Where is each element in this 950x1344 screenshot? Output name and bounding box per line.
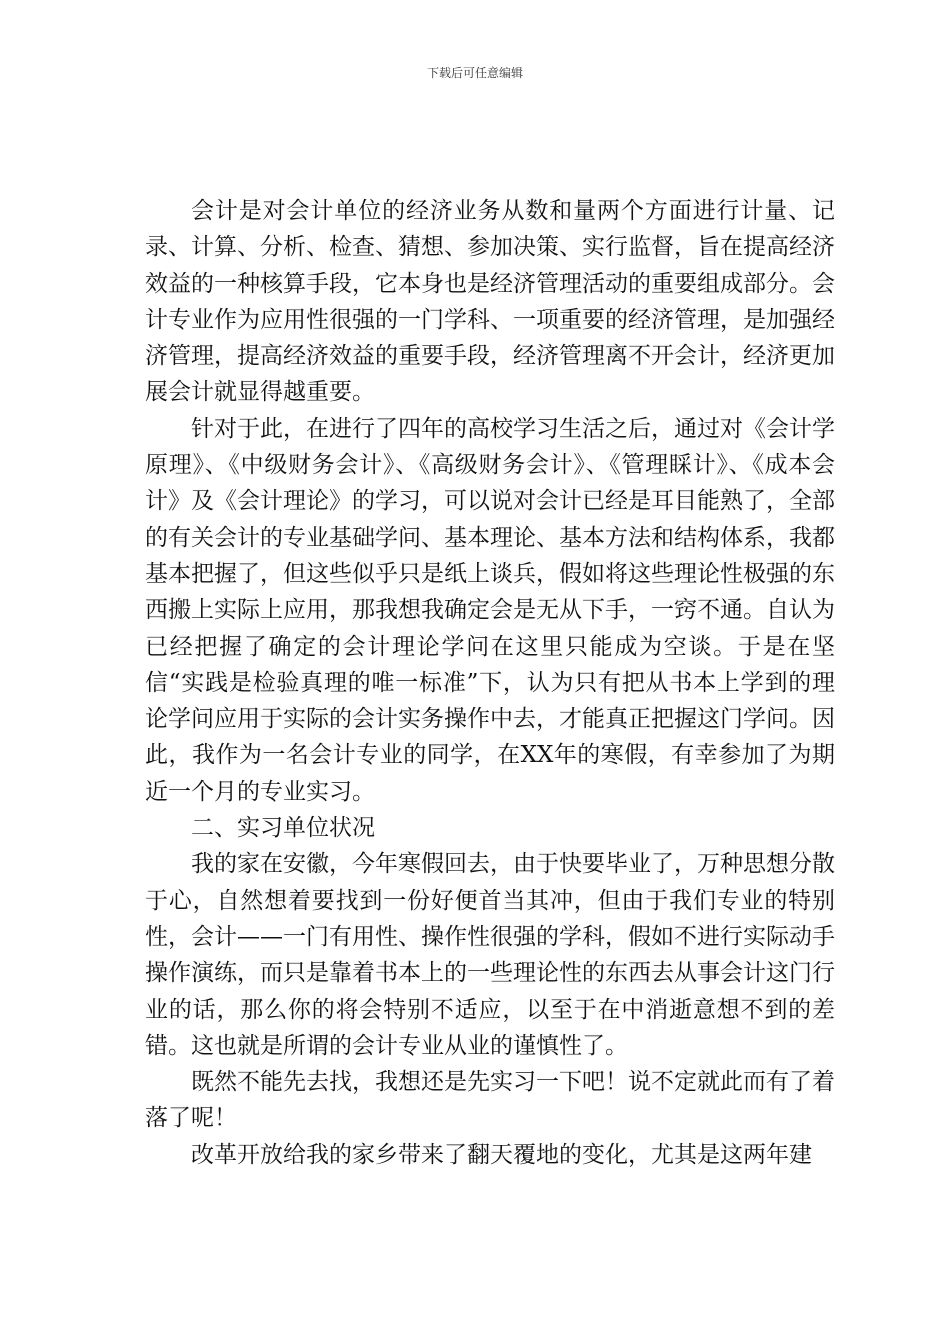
body-text bbox=[145, 193, 835, 1173]
paragraph: 既然不能先去找，我想还是先实习一下吧！说不定就此而有了着落了呢！ bbox=[145, 1069, 835, 1132]
page-header: 下载后可任意编辑 bbox=[426, 66, 523, 80]
paragraph: 我的家在安徽，今年寒假回去，由于快要毕业了，万种思想分散于心，自然想着要找到一份好便首当其冲，但由于我们专业的特别性，会计——一门有用性、操作性很强的学科，假如不进行实际动手操作演练，而只是靠着书本上的一些理论性的东西去从事会计这门行业的话，那么你的将会特别不适应，以至于在中消逝意想不到的差错。这也就是所谓的会计专业从业的谨慎性了。 bbox=[145, 851, 835, 1059]
paragraph: 会计是对会计单位的经济业务从数和量两个方面进行计量、记录、计算、分析、检查、猜想、参加决策、实行监督，旨在提高经济效益的一种核算手段，它本身也是经济管理活动的重要组成部分。会计专业作为应用性很强的一门学科、一项重要的经济管理，是加强经济管理，提高经济效益的重要手段，经济管理离不开会计，经济更加展会计就显得越重要。 bbox=[145, 198, 835, 406]
paragraph: 改革开放给我的家乡带来了翻天覆地的变化，尤其是这两年建 bbox=[191, 1141, 812, 1168]
section-heading: 二、实习单位状况 bbox=[191, 815, 375, 842]
paragraph: 针对于此，在进行了四年的高校学习生活之后，通过对《会计学原理》、《中级财务会计》、《高级财务会计》、《管理睬计》、《成本会计》及《会计理论》的学习，可以说对会计已经是耳目能熟了，全部的有关会计的专业基础学问、基本理论、基本方法和结构体系，我都基本把握了，但这些似乎只是纸上谈兵，假如将这些理论性极强的东西搬上实际上应用，那我想我确定会是无从下手，一窍不通。自认为已经把握了确定的会计理论学问在这里只能成为空谈。于是在坚信“实践是检验真理的唯一标准”下，认为只有把从书本上学到的理论学问应用于实际的会计实务操作中去，才能真正把握这门学问。因此，我作为一名会计专业的同学，在XX年的寒假，有幸参加了为期近一个月的专业实习。 bbox=[145, 415, 835, 805]
